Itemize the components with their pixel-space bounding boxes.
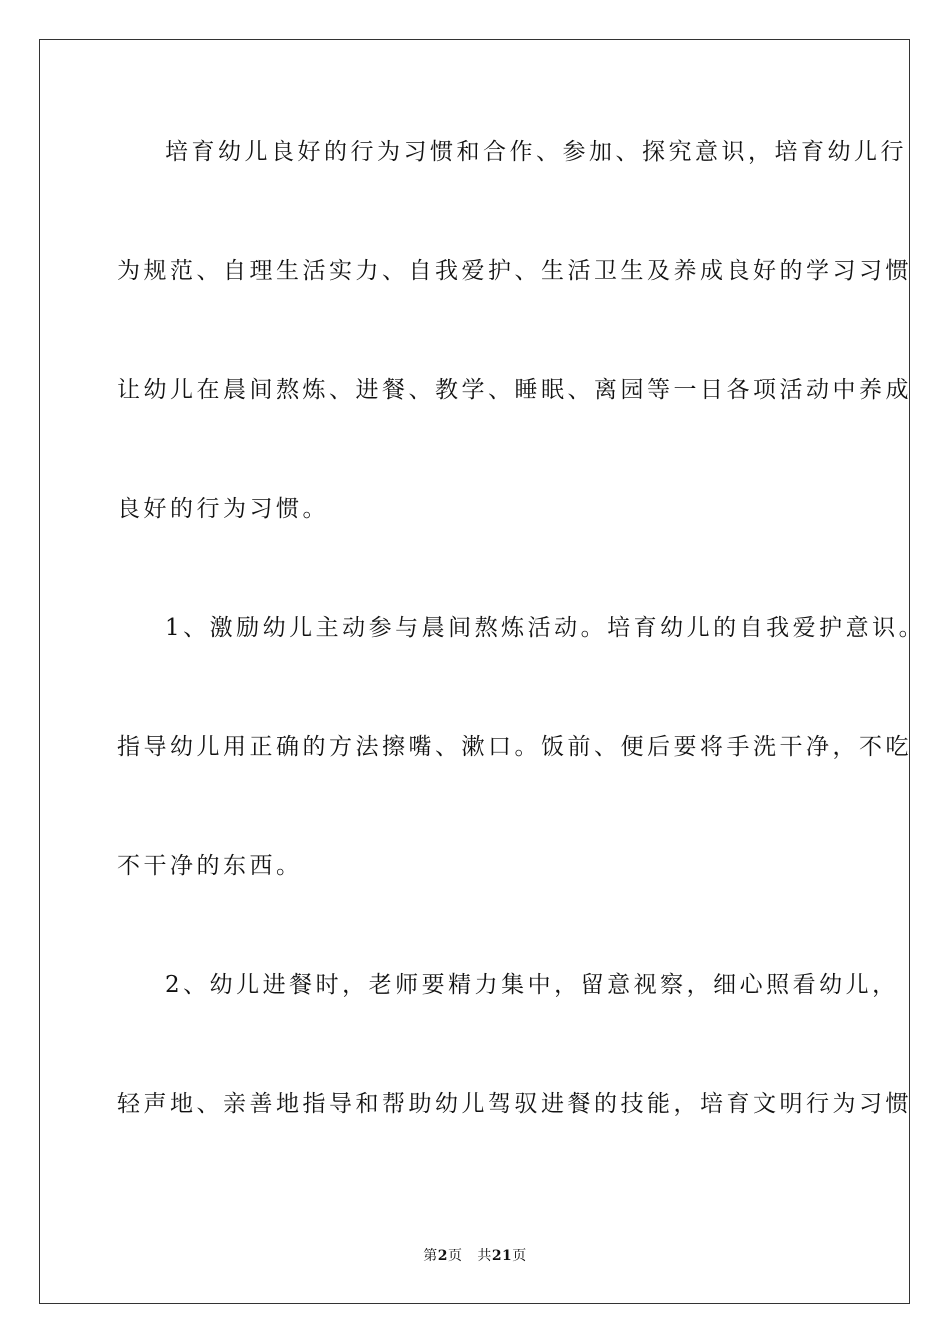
page-suffix: 页 — [447, 1248, 463, 1264]
total-suffix: 页 — [512, 1248, 527, 1264]
page-number: 2 — [437, 1248, 448, 1264]
page-prefix: 第 — [423, 1248, 438, 1264]
total-pages: 21 — [491, 1248, 513, 1264]
total-prefix: 共 — [477, 1248, 492, 1264]
text-line-5: 1、激励幼儿主动参与晨间熬炼活动。培育幼儿的自我爱护意识。 — [165, 615, 926, 641]
text-line-2: 为规范、自理生活实力、自我爱护、生活卫生及养成良好的学习习惯 — [117, 258, 912, 284]
text-line-9: 轻声地、亲善地指导和帮助幼儿驾驭进餐的技能，培育文明行为习惯 — [117, 1091, 912, 1117]
page-footer — [0, 1245, 950, 1265]
text-line-3: 让幼儿在晨间熬炼、进餐、教学、睡眠、离园等一日各项活动中养成 — [117, 377, 912, 403]
text-line-1: 培育幼儿良好的行为习惯和合作、参加、探究意识，培育幼儿行 — [165, 139, 907, 165]
text-line-4: 良好的行为习惯。 — [117, 496, 329, 522]
text-line-6: 指导幼儿用正确的方法擦嘴、漱口。饭前、便后要将手洗干净，不吃 — [117, 734, 912, 760]
text-line-8: 2、幼儿进餐时，老师要精力集中，留意视察，细心照看幼儿， — [165, 972, 899, 998]
document-body — [117, 130, 926, 1201]
text-line-7: 不干净的东西。 — [117, 853, 303, 879]
